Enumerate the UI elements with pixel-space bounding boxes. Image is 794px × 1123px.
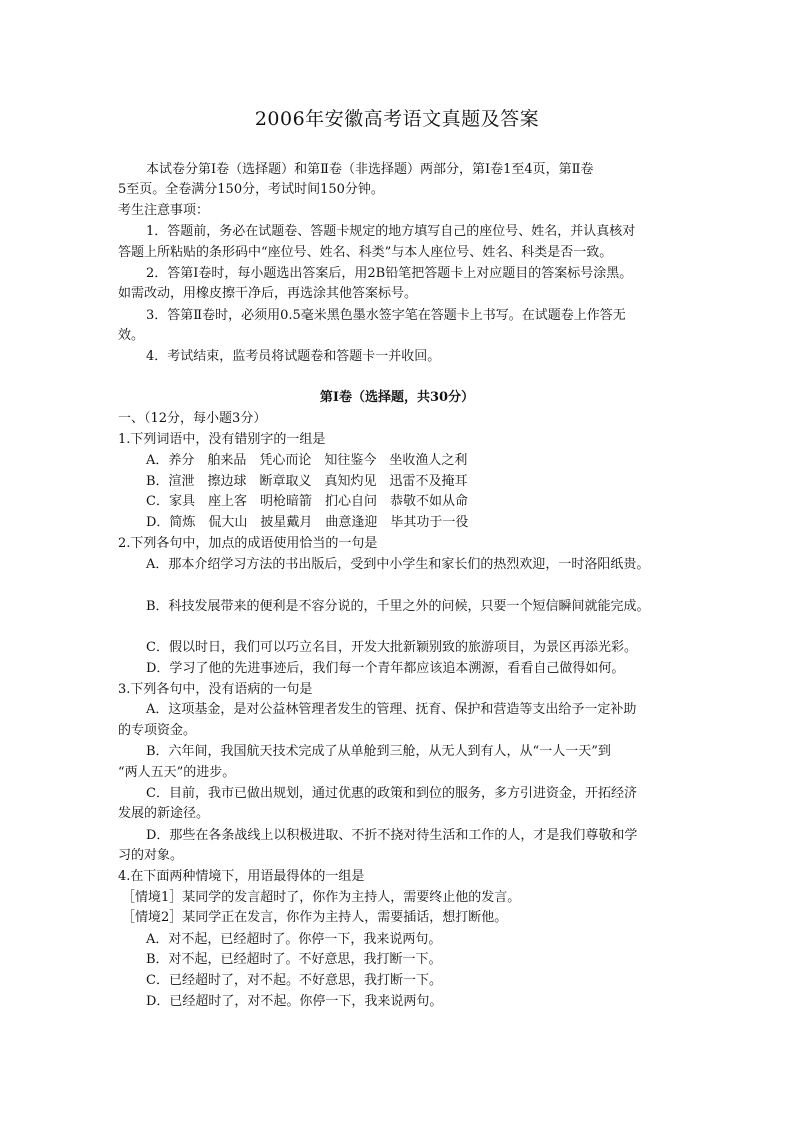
q1-stem: 1.下列词语中，没有错别字的一组是 (118, 432, 326, 447)
q3-option-d-line1: D．那些在各条战线上以积极进取、不折不挠对待生活和工作的人，才是我们尊敬和学 (146, 828, 638, 843)
q3-option-b-line1: B．六年间，我国航天技术完成了从单舱到三舱，从无人到有人，从“一人一天”到 (146, 744, 611, 759)
q3-option-a-line2: 的专项资金。 (118, 723, 197, 738)
q4-scenario-2: ［情境2］某同学正在发言，你作为主持人，需要插话，想打断他。 (122, 910, 508, 925)
q3-option-c-line1: C．目前，我市已做出规划，通过优惠的政策和到位的服务，多方引进资金，开拓经济 (146, 786, 637, 801)
q2-stem: 2.下列各句中，加点的成语使用恰当的一句是 (118, 536, 378, 551)
q3-option-a-line1: A．这项基金，是对公益林管理者发生的管理、抚育、保护和营造等支出给予一定补助 (146, 702, 637, 717)
q4-scenario-1: ［情境1］某同学的发言超时了，你作为主持人，需要终止他的发言。 (122, 890, 521, 905)
q1-option-a: A．养分 舶来品 凭心而论 知往鉴今 坐收渔人之利 (146, 453, 468, 468)
q1-option-b: B．渲泄 擦边球 断章取义 真知灼见 迅雷不及掩耳 (146, 474, 468, 489)
q3-option-b-line2: “两人五天”的进步。 (118, 765, 236, 780)
q3-stem: 3.下列各句中，没有语病的一句是 (118, 682, 313, 697)
notice-heading: 考生注意事项： (118, 203, 210, 218)
q1-option-c: C．家具 座上客 明枪暗箭 扪心自问 恭敬不如从命 (146, 494, 468, 509)
part-heading: 一、（12分，每小题3分） (118, 411, 267, 426)
notice-3a: 3．答第Ⅱ卷时，必须用0.5毫米黑色墨水签字笔在答题卡上书写。在试题卷上作答无 (146, 308, 626, 323)
q4-option-a: A．对不起，已经超时了。你停一下，我来说两句。 (146, 932, 442, 947)
q2-option-b: B．科技发展带来的便利是不容分说的，千里之外的问候，只要一个短信瞬间就能完成。 (146, 599, 650, 614)
notice-1b: 答题上所粘贴的条形码中“座位号、姓名、科类”与本人座位号、姓名、科类是否一致。 (118, 245, 613, 260)
q3-option-c-line2: 发展的新途径。 (118, 806, 210, 821)
q2-option-a: A．那本介绍学习方法的书出版后，受到中小学生和家长们的热烈欢迎，一时洛阳纸贵。 (146, 557, 650, 572)
q4-stem: 4.在下面两种情境下，用语最得体的一组是 (118, 869, 365, 884)
q2-option-d: D．学习了他的先进事迹后，我们每一个青年都应该追本溯源，看看自己做得如何。 (146, 661, 625, 676)
q4-option-b: B．对不起，已经超时了。不好意思，我打断一下。 (146, 952, 442, 967)
q4-option-c: C．已经超时了，对不起。不好意思，我打断一下。 (146, 973, 442, 988)
q4-option-d: D．已经超时了，对不起。你停一下，我来说两句。 (146, 994, 443, 1009)
page-title: 2006年安徽高考语文真题及答案 (254, 108, 540, 130)
notice-2b: 如需改动，用橡皮擦干净后，再选涂其他答案标号。 (118, 286, 418, 301)
notice-2a: 2．答第Ⅰ卷时，每小题选出答案后，用2B铅笔把答题卡上对应题目的答案标号涂黑。 (146, 266, 633, 281)
notice-3b: 效。 (118, 328, 145, 343)
notice-4: 4．考试结束，监考员将试题卷和答题卡一并收回。 (146, 349, 441, 364)
q3-option-d-line2: 习的对象。 (118, 848, 184, 863)
notice-1a: 1．答题前，务必在试题卷、答题卡规定的地方填写自己的座位号、姓名，并认真核对 (146, 224, 636, 239)
section-heading: 第Ⅰ卷（选择题，共30分） (319, 390, 475, 405)
intro-line-2: 5至页。全卷满分150分，考试时间150分钟。 (118, 182, 384, 197)
intro-line-1: 本试卷分第Ⅰ卷（选择题）和第Ⅱ卷（非选择题）两部分，第Ⅰ卷1至4页，第Ⅱ卷 (146, 162, 594, 177)
q1-option-d: D．简炼 侃大山 披星戴月 曲意逢迎 毕其功于一役 (146, 515, 469, 530)
q2-option-c: C．假以时日，我们可以巧立名目，开发大批新颖别致的旅游项目，为景区再添光彩。 (146, 640, 637, 655)
